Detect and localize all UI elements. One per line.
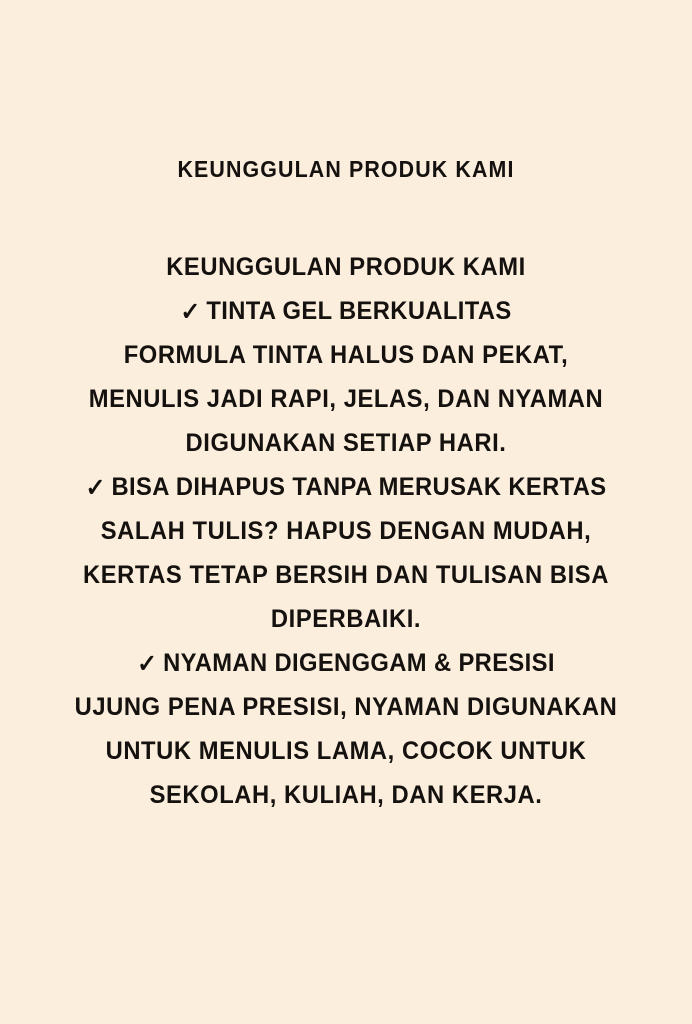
text-line: UNTUK MENULIS LAMA, COCOK UNTUK	[105, 737, 587, 765]
text-line: UJUNG PENA PRESISI, NYAMAN DIGUNAKAN	[74, 693, 618, 721]
text-line: KEUNGGULAN PRODUK KAMI	[166, 253, 526, 281]
check-icon: ✓	[180, 298, 201, 326]
text-line: FORMULA TINTA HALUS DAN PEKAT,	[123, 341, 569, 369]
product-benefits-text	[36, 245, 656, 817]
text-line: SEKOLAH, KULIAH, DAN KERJA.	[149, 781, 543, 809]
page-title: KEUNGGULAN PRODUK KAMI	[177, 156, 515, 182]
text-line-label: NYAMAN DIGENGGAM & PRESISI	[163, 649, 555, 677]
text-line-label: BISA DIHAPUS TANPA MERUSAK KERTAS	[111, 473, 607, 501]
text-line: KERTAS TETAP BERSIH DAN TULISAN BISA	[83, 561, 609, 589]
text-line: MENULIS JADI RAPI, JELAS, DAN NYAMAN	[88, 385, 604, 413]
text-line: DIGUNAKAN SETIAP HARI.	[185, 429, 507, 457]
text-line	[52, 641, 641, 685]
check-icon: ✓	[137, 650, 158, 678]
text-line	[52, 289, 641, 333]
text-line	[52, 465, 641, 509]
text-line: SALAH TULIS? HAPUS DENGAN MUDAH,	[100, 517, 592, 545]
check-icon: ✓	[85, 474, 106, 502]
text-line-label: TINTA GEL BERKUALITAS	[206, 297, 512, 325]
text-line: DIPERBAIKI.	[270, 605, 422, 633]
